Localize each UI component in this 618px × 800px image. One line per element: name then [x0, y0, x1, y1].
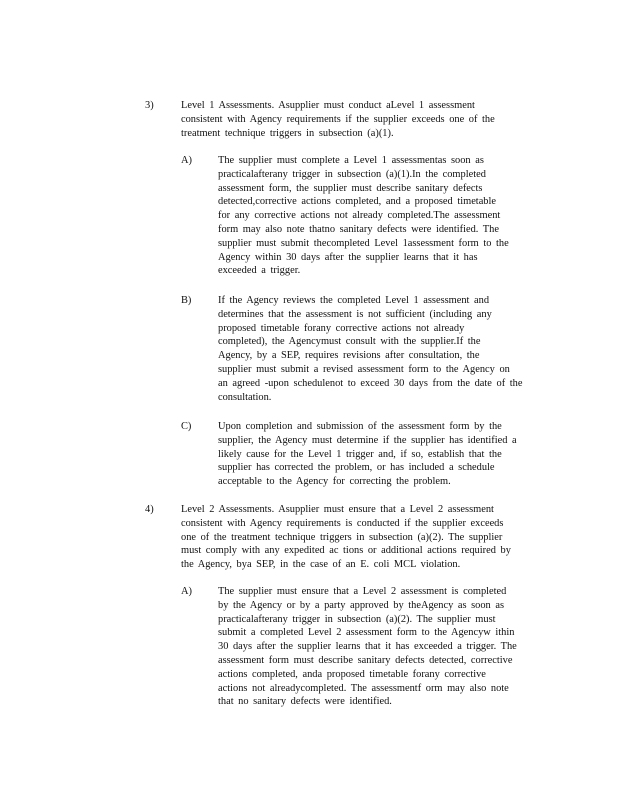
text-line: completed), the Agencymust consult with the supplier.If the [218, 336, 481, 348]
paragraph [218, 420, 543, 489]
paragraph [218, 154, 540, 278]
item-number: 4) [145, 504, 154, 515]
text-line: acceptable to the Agency for correcting the problem. [218, 476, 451, 488]
paragraph [181, 99, 526, 140]
text-line: submit a completed Level 2 assessment form to the Agencyw ithin [218, 627, 515, 639]
text-line: for any corrective actions not already completed.The assessment [218, 210, 501, 222]
text-line: proposed timetable forany corrective actions not already [218, 322, 465, 334]
subitem-letter: A) [181, 586, 192, 597]
text-line: by the Agency or by a party approved by theAgency as soon as [218, 599, 505, 611]
text-line: determines that the assessment is not sufficient (including any [218, 308, 492, 320]
text-line: Agency within 30 days after the supplier learns that it has [218, 251, 478, 263]
text-line: must comply with any expedited ac tions or additional actions required by [181, 545, 511, 557]
text-line: consistent with Agency requirements if the supplier exceeds one of the [181, 113, 495, 125]
subitem-letter: C) [181, 421, 192, 432]
text-line: that no sanitary defects were identified. [218, 696, 392, 708]
text-line: assessment form, the supplier must describe sanitary defects [218, 182, 483, 194]
text-line: detected,corrective actions completed, and a proposed timetable [218, 196, 497, 208]
paragraph [181, 503, 535, 572]
paragraph [218, 585, 543, 709]
text-line: practicalafterany trigger in subsection (a)(1).In the completed [218, 168, 486, 180]
text-line: likely cause for the Level 1 trigger and, if so, establish that the [218, 448, 502, 460]
text-line: actions completed, anda proposed timetable forany corrective [218, 668, 486, 680]
text-line: assessment form must describe sanitary defects detected, corrective [218, 654, 513, 666]
text-line: The supplier must ensure that a Level 2 assessment is completed [218, 586, 507, 597]
text-line: actions not alreadycompleted. The assessmentf orm may also note [218, 682, 509, 694]
text-line: Level 2 Assessments. Asupplier must ensure that a Level 2 assessment [181, 504, 494, 515]
text-line: 30 days after the supplier learns that it has exceeded a trigger. The [218, 641, 517, 653]
item-number: 3) [145, 100, 154, 111]
text-line: Agency, by a SEP, requires revisions after consultation, the [218, 350, 480, 362]
text-line: form may also note thatno sanitary defects were identified. The [218, 223, 499, 235]
subitem-letter: A) [181, 155, 192, 166]
text-line: Upon completion and submission of the assessment form by the [218, 421, 502, 432]
text-line: If the Agency reviews the completed Level 1 assessment and [218, 295, 490, 306]
subitem-letter: B) [181, 295, 192, 306]
text-line: one of the treatment technique triggers in subsection (a)(2). The supplier [181, 531, 503, 543]
text-line: supplier must submit thecompleted Level 1assessment form to the [218, 237, 509, 249]
text-line: an agreed -upon schedulenot to exceed 30 days from the date of the [218, 377, 523, 389]
paragraph [218, 294, 540, 404]
text-line: consistent with Agency requirements is conducted if the supplier exceeds [181, 517, 504, 529]
text-line: treatment technique triggers in subsection (a)(1). [181, 127, 394, 139]
text-line: the Agency, bya SEP, in the case of an E. coli MCL violation. [181, 559, 461, 571]
text-line: Level 1 Assessments. Asupplier must conduct aLevel 1 assessment [181, 100, 475, 111]
text-line: The supplier must complete a Level 1 assessmentas soon as [218, 155, 484, 166]
text-line: supplier has corrected the problem, or has included a schedule [218, 462, 495, 474]
text-line: practicalafterany trigger in subsection (a)(2). The supplier must [218, 613, 496, 625]
text-line: exceeded a trigger. [218, 265, 301, 277]
text-line: supplier must submit a revised assessment form to the Agency on [218, 363, 510, 375]
text-line: consultation. [218, 391, 272, 403]
text-line: supplier, the Agency must determine if the supplier has identified a [218, 434, 517, 446]
